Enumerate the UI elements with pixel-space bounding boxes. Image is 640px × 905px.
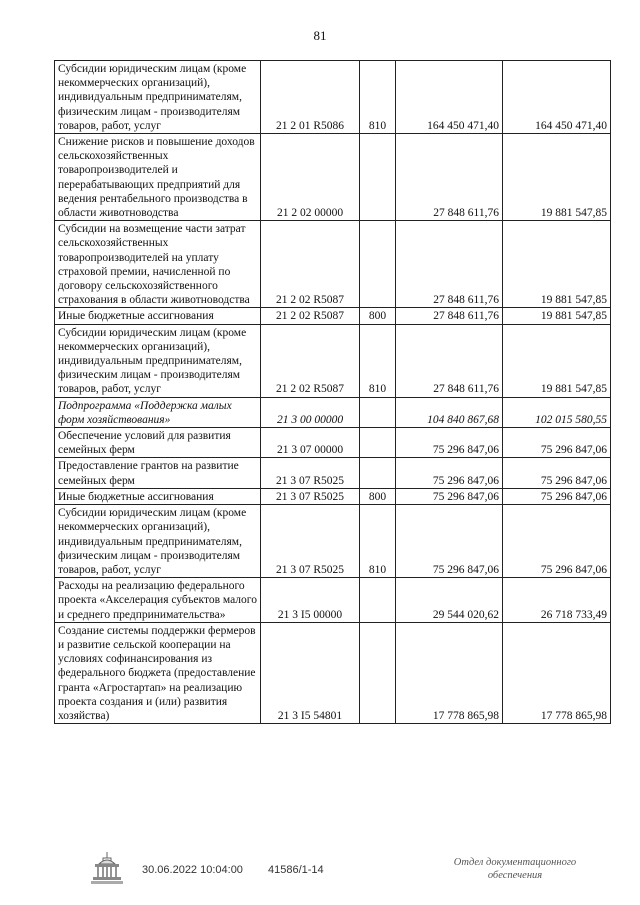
row-csr-cell: 21 3 I5 54801 [261,622,360,723]
row-sum2-cell: 75 296 847,06 [503,428,611,458]
table-row [55,61,611,134]
row-csr-cell: 21 2 02 R5087 [261,221,360,308]
budget-table [54,60,611,724]
row-vr-cell [360,428,396,458]
row-name-cell: Снижение рисков и повышение доходов сельскохозяйственных товаропроизводителей и перерабатывающих предприятий для ведения рентабельного производства в области животноводства [55,134,261,221]
footer-datetime: 30.06.2022 10:04:00 [142,864,243,876]
row-sum1-cell: 27 848 611,76 [396,134,503,221]
row-vr-cell [360,221,396,308]
row-sum1-cell: 75 296 847,06 [396,505,503,578]
row-sum1-cell: 27 848 611,76 [396,324,503,397]
table-row [55,505,611,578]
row-name-cell: Субсидии юридическим лицам (кроме некоммерческих организаций), индивидуальным предпринимателям, физическим лицам - производителям товаров, работ, услуг [55,61,261,134]
row-vr-cell: 810 [360,324,396,397]
row-vr-cell [360,622,396,723]
row-sum1-cell: 104 840 867,68 [396,397,503,427]
duma-building-logo-icon [90,850,124,886]
row-sum2-cell: 102 015 580,55 [503,397,611,427]
row-sum2-cell: 19 881 547,85 [503,324,611,397]
row-name-cell: Расходы на реализацию федерального проекта «Акселерация субъектов малого и среднего предпринимательства» [55,578,261,623]
row-name-cell: Иные бюджетные ассигнования [55,308,261,324]
table-row [55,578,611,623]
row-sum1-cell: 17 778 865,98 [396,622,503,723]
row-csr-cell: 21 3 07 R5025 [261,488,360,504]
row-sum2-cell: 19 881 547,85 [503,134,611,221]
table-row [55,428,611,458]
table-row [55,221,611,308]
row-name-cell: Субсидии на возмещение части затрат сельскохозяйственных товаропроизводителей на уплату страховой премии, начисленной по договору сельскохозяйственного страхования в области животноводства [55,221,261,308]
row-csr-cell: 21 2 02 R5087 [261,324,360,397]
row-name-cell: Обеспечение условий для развития семейных ферм [55,428,261,458]
row-csr-cell: 21 3 I5 00000 [261,578,360,623]
row-name-cell: Подпрограмма «Поддержка малых форм хозяйствования» [55,397,261,427]
row-vr-cell: 800 [360,488,396,504]
row-name-cell: Иные бюджетные ассигнования [55,488,261,504]
row-vr-cell: 810 [360,61,396,134]
footer-department: Отдел документационного обеспечения [453,857,577,881]
table-row [55,458,611,488]
footer-doc-number: 41586/1-14 [268,864,324,876]
row-vr-cell [360,458,396,488]
table-row [55,308,611,324]
row-sum2-cell: 26 718 733,49 [503,578,611,623]
table-row [55,324,611,397]
row-sum1-cell: 164 450 471,40 [396,61,503,134]
row-vr-cell: 810 [360,505,396,578]
row-sum2-cell: 17 778 865,98 [503,622,611,723]
footer [0,850,640,890]
table-row [55,397,611,427]
table-row [55,134,611,221]
row-csr-cell: 21 3 07 R5025 [261,458,360,488]
row-name-cell: Субсидии юридическим лицам (кроме некоммерческих организаций), индивидуальным предпринимателям, физическим лицам - производителям товаров, работ, услуг [55,324,261,397]
row-sum1-cell: 75 296 847,06 [396,428,503,458]
row-csr-cell: 21 2 02 R5087 [261,308,360,324]
row-sum1-cell: 29 544 020,62 [396,578,503,623]
row-vr-cell [360,397,396,427]
row-csr-cell: 21 2 02 00000 [261,134,360,221]
row-csr-cell: 21 3 07 00000 [261,428,360,458]
row-vr-cell: 800 [360,308,396,324]
row-name-cell: Создание системы поддержки фермеров и развитие сельской кооперации на условиях софинансирования из федерального бюджета (предоставление гранта «Агростартап» на реализацию проекта создания и (или) развития хозяйства) [55,622,261,723]
row-name-cell: Субсидии юридическим лицам (кроме некоммерческих организаций), индивидуальным предпринимателям, физическим лицам - производителям товаров, работ, услуг [55,505,261,578]
page-number: 81 [313,28,327,43]
row-sum2-cell: 75 296 847,06 [503,488,611,504]
row-vr-cell [360,578,396,623]
row-csr-cell: 21 3 07 R5025 [261,505,360,578]
row-sum2-cell: 19 881 547,85 [503,221,611,308]
row-sum1-cell: 27 848 611,76 [396,308,503,324]
table-row [55,488,611,504]
row-name-cell: Предоставление грантов на развитие семейных ферм [55,458,261,488]
row-sum2-cell: 19 881 547,85 [503,308,611,324]
table-row [55,622,611,723]
row-sum2-cell: 164 450 471,40 [503,61,611,134]
row-vr-cell [360,134,396,221]
row-sum2-cell: 75 296 847,06 [503,458,611,488]
row-sum2-cell: 75 296 847,06 [503,505,611,578]
budget-table-body [55,61,611,724]
row-sum1-cell: 75 296 847,06 [396,488,503,504]
row-csr-cell: 21 2 01 R5086 [261,61,360,134]
row-csr-cell: 21 3 00 00000 [261,397,360,427]
row-sum1-cell: 27 848 611,76 [396,221,503,308]
row-sum1-cell: 75 296 847,06 [396,458,503,488]
